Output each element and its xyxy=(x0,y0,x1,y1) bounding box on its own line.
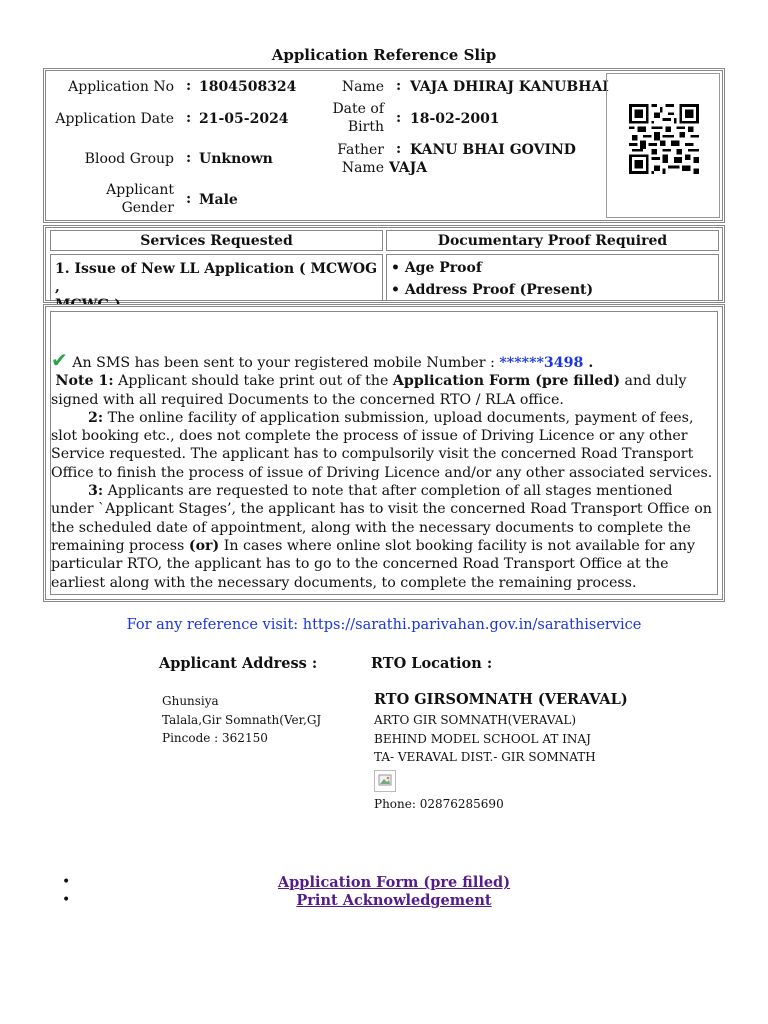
application-date-label: Application Date xyxy=(55,111,174,127)
notes-box xyxy=(43,304,725,602)
colon: : xyxy=(186,150,192,166)
colon: : xyxy=(396,141,402,157)
rto-address xyxy=(374,711,596,767)
rto-location-heading: RTO Location : xyxy=(371,655,493,672)
application-no-value: 1804508324 xyxy=(199,79,297,95)
father-name-label: Father Name xyxy=(337,142,384,176)
rto-name: RTO GIRSOMNATH (VERAVAL) xyxy=(374,691,628,708)
check-icon: ✔ xyxy=(51,348,68,372)
father-name-value-2: VAJA xyxy=(389,160,428,176)
application-date-value: 21-05-2024 xyxy=(199,111,289,127)
gender-label: Applicant Gender xyxy=(106,182,174,216)
notes-text xyxy=(51,348,715,592)
services-requested-cell xyxy=(50,254,383,301)
note-1: Note 1: Applicant should take print out of the Application Form (pre filled) and duly signed with all required Documents to the concerned RTO / RLA office. xyxy=(51,373,687,408)
address-pincode: Pincode : 362150 xyxy=(162,731,268,745)
name-value: VAJA DHIRAJ KANUBHAI xyxy=(410,79,609,95)
address-line: Talala,Gir Somnath(Ver,GJ xyxy=(162,712,322,727)
applicant-details-box xyxy=(43,68,725,223)
applicant-address xyxy=(162,692,321,748)
sms-line: ✔ An SMS has been sent to your registered mobile Number : ******3498 . xyxy=(51,348,594,372)
rto-address-line: ARTO GIR SOMNATH(VERAVAL) xyxy=(374,713,577,727)
qr-cell xyxy=(606,73,720,218)
bullet: • xyxy=(62,874,71,890)
list-item xyxy=(0,892,768,910)
services-requested-header: Services Requested xyxy=(50,230,383,251)
documentary-proof-header: Documentary Proof Required xyxy=(386,230,719,251)
father-name-value-1: KANU BHAI GOVIND xyxy=(410,142,576,158)
list-item xyxy=(0,874,768,892)
masked-mobile-number: ******3498 xyxy=(499,355,584,371)
note-2: 2: The online facility of application submission, upload documents, payment of fees, slot booking etc., does not complete the process of issue of Driving Licence or any other Service requested. The applicant has to compulsorily visit the concerned Road Transport Office to finish the process of issue of Driving Licence and/or any other associated services. xyxy=(51,409,713,481)
bullet: • xyxy=(62,892,71,908)
colon: : xyxy=(396,110,402,126)
dob-label: Date of Birth xyxy=(332,101,384,135)
gender-value: Male xyxy=(199,192,238,208)
colon: : xyxy=(186,191,192,207)
action-links xyxy=(0,874,768,910)
applicant-address-heading: Applicant Address : xyxy=(159,655,318,672)
rto-address-line: TA- VERAVAL DIST.- GIR SOMNATH xyxy=(374,750,596,764)
broken-image-icon xyxy=(374,770,396,792)
colon: : xyxy=(396,78,402,94)
application-form-link[interactable]: Application Form (pre filled) xyxy=(277,874,511,891)
name-label: Name xyxy=(341,79,384,95)
note-3: 3: Applicants are requested to note that after completion of all stages mentioned under `Applicant Stages’, the applicant has to visit the concerned Road Transport Office on the scheduled date of appointment, along with the necessary documents to complete the remaining process (or) In cases where online slot booking facility is not available for any particular RTO, the applicant has to go to the concerned Road Transport Office at the earliest along with the necessary documents, to complete the remaining process. xyxy=(51,483,712,591)
colon: : xyxy=(186,110,192,126)
proof-item-age: • Age Proof xyxy=(391,260,482,276)
proof-item-address: • Address Proof (Present) xyxy=(391,282,594,298)
application-no-label: Application No xyxy=(68,79,174,95)
services-box xyxy=(43,225,725,303)
blood-group-label: Blood Group xyxy=(84,151,174,167)
service-item: 1. Issue of New LL Application ( MCWOG , xyxy=(55,261,378,295)
rto-phone: Phone: 02876285690 xyxy=(374,797,504,811)
dob-value: 18-02-2001 xyxy=(410,111,500,127)
qr-code-icon xyxy=(629,104,699,174)
rto-address-line: BEHIND MODEL SCHOOL AT INAJ xyxy=(374,731,591,746)
page-title: Application Reference Slip xyxy=(271,46,497,64)
reference-link-text: For any reference visit: https://sarathi.parivahan.gov.in/sarathiservice xyxy=(126,617,642,633)
address-line: Ghunsiya xyxy=(162,694,219,708)
blood-group-value: Unknown xyxy=(199,151,273,167)
documentary-proof-cell xyxy=(386,254,719,301)
colon: : xyxy=(186,78,192,94)
print-acknowledgement-link[interactable]: Print Acknowledgement xyxy=(296,892,492,909)
